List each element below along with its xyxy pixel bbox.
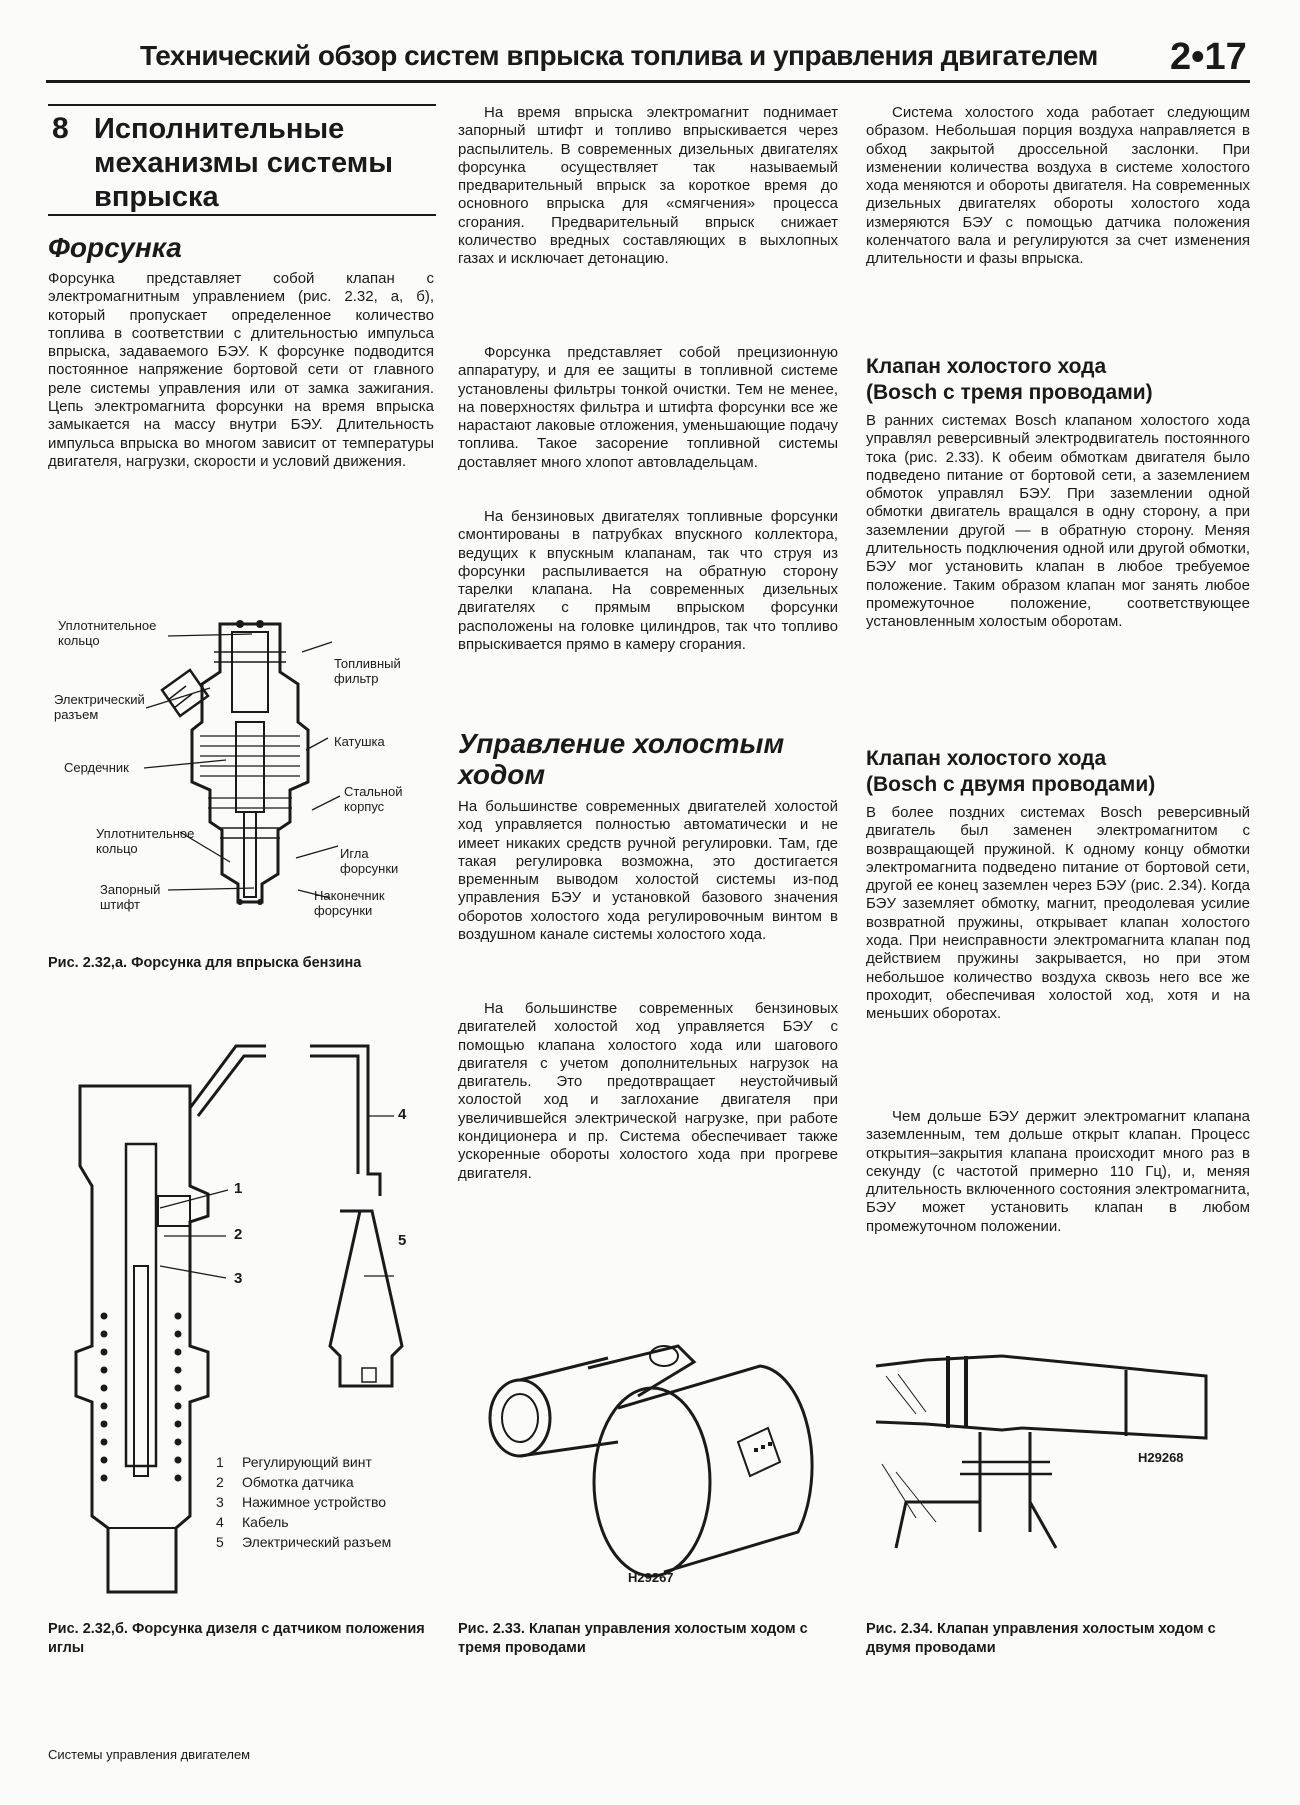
legend-item: 1 Регулирующий винт (216, 1454, 372, 1470)
label-tip: Наконечник форсунки (314, 888, 385, 918)
col3-paragraph-1: Система холостого хода работает следующим образом. Небольшая порция воздуха направляется в обход закрытой дроссельной заслонки. При изменении количества воздуха в системе холостого хода меняются и обороты двигателя. На современных дизельных двигателях обороты холостого хода измеряются БЭУ с помощью датчика положения коленчатого вала и регулируются за счет изменения длительности и фазы впрыска. (866, 104, 1250, 268)
idle-valve-3wire-drawing (468, 1322, 828, 1592)
callout-1: 1 (234, 1180, 243, 1197)
section-title: Исполнительные механизмы системы впрыска (94, 113, 394, 213)
caption-fig-2-33: Рис. 2.33. Клапан управления холостым ходом с тремя проводами (458, 1621, 808, 1656)
label-core: Сердечник (64, 760, 129, 775)
running-header-title: Технический обзор систем впрыска топлива и управления двигателем (140, 40, 1098, 71)
section-number: 8 (52, 112, 69, 145)
col3-paragraph-3: В более поздних системах Bosch реверсивный двигатель был заменен электромагнитом с возвращающей пружиной. К одному концу обмотки электромагнита подведено питание от бортовой сети, другой ее конец заземлен через БЭУ (рис. 2.34). Когда БЭУ заземляет обмотку, магнит, преодолевая усилие возвратной пружины, открывает клапан холостого хода. При неисправности электромагнита клапан под действием пружины закрывается, но при этом небольшое количество воздуха сквозь него все же проходит, обеспечивая холостой ход, хотя и на меньших оборотах. (866, 804, 1250, 1023)
caption-fig-2-34: Рис. 2.34. Клапан управления холостым ходом с двумя проводами (866, 1621, 1216, 1656)
col3-paragraph-4: Чем дольше БЭУ держит электромагнит клапана заземленным, тем дольше открыт клапан. Процесс открытия–закрытия клапана происходит много раз в секунду (с частотой примерно 110 Гц), и, меняя длительность включенного состояния электромагнита, БЭУ может установить клапан в любом промежуточном положении. (866, 1108, 1250, 1235)
idle-valve-2wire-drawing (876, 1352, 1256, 1552)
legend-item: 4 Кабель (216, 1514, 289, 1530)
injector-paragraph: Форсунка представляет собой клапан с электромагнитным управлением (рис. 2.32, а, б), который пропускает определенное количество топлива в соответствии с длительностью импульса впрыска, задаваемого БЭУ. К форсунке подводится постоянное напряжение бортовой сети от главного реле системы управления или от замка зажигания. Цепь электромагнита форсунки на время впрыска замыкается на массу внутри БЭУ. Длительность импульса впрыска во многом зависит от температуры двигателя, нагрузки, скорости и условий движения. (48, 270, 434, 470)
section-rule-top (48, 104, 436, 106)
label-lock-pin: Запорный штифт (100, 882, 161, 912)
label-seal-ring-bottom: Уплотнительное кольцо (96, 826, 195, 856)
callout-2: 2 (234, 1226, 243, 1243)
legend-item: 2 Обмотка датчика (216, 1474, 354, 1490)
col2-paragraph-3: На бензиновых двигателях топливные форсунки смонтированы в патрубках впускного коллектора, ведущих к впускным клапанам, так что струя из форсунки распыливается на обратную сторону тарелки клапана. На современных дизельных двигателях с прямым впрыском форсунки расположены на головке цилиндров, так что топливо впрыскивается прямо в камеру сгорания. (458, 508, 838, 654)
section-rule-bottom (48, 214, 436, 216)
caption-fig-2-32b: Рис. 2.32,б. Форсунка дизеля с датчиком положения иглы (48, 1621, 425, 1656)
caption-fig-2-32a: Рис. 2.32,а. Форсунка для впрыска бензина (48, 955, 362, 971)
callout-3: 3 (234, 1270, 243, 1287)
valve-2wire-heading: Клапан холостого хода (Bosch с двумя проводами) (866, 747, 1156, 796)
label-fuel-filter: Топливный фильтр (334, 656, 401, 686)
col2-paragraph-4: На большинстве современных двигателей холостой ход управляется полностью автоматически и не имеет никаких средств ручной регулировки. Там, где такая регулировка возможна, это достигается временным выводом холостой системы из-под управления БЭУ и установкой базового значения оборотов холостого хода регулировочным винтом в воздушном канале системы холостого хода. (458, 798, 838, 944)
valve-3wire-heading: Клапан холостого хода (Bosch с тремя проводами) (866, 355, 1153, 404)
injector-heading: Форсунка (48, 232, 182, 263)
idle-control-heading: Управление холостым ходом (458, 728, 785, 790)
col2-paragraph-2: Форсунка представляет собой прецизионную аппаратуру, и для ее защиты в топливной системе установлены фильтры тонкой очистки. Тем не менее, на поверхностях фильтра и штифта форсунки все же нарастают лаковые отложения, уменьшающие подачу топлива. Такое засорение топливной системы доставляет много хлопот автовладельцам. (458, 344, 838, 471)
fig-2-34-code: H29268 (1138, 1450, 1184, 1465)
callout-4: 4 (398, 1106, 407, 1123)
legend-item: 3 Нажимное устройство (216, 1494, 387, 1510)
legend-item: 5 Электрический разъем (216, 1534, 392, 1550)
callout-5: 5 (398, 1232, 407, 1249)
page-number: 2•17 (1170, 36, 1247, 78)
label-connector: Электрический разъем (54, 692, 145, 722)
col2-paragraph-5: На большинстве современных бензиновых двигателей холостой ход управляется БЭУ с помощью клапана холостого хода или шагового двигателя с учетом дополнительных нагрузок на двигатель. Это предотвращает неустойчивый холостой ход и заглохание двигателя при увеличившейся электрической нагрузке, при работе кондиционера и пр. Система обеспечивает также ускоренные обороты холостого хода при прогреве двигателя. (458, 1000, 838, 1182)
col2-paragraph-1: На время впрыска электромагнит поднимает запорный штифт и топливо впрыскивается через распылитель. В современных дизельных двигателях форсунка осуществляет так называемый предварительный впрыск за короткое время до основного впрыска для «смягчения» процесса сгорания. Предварительный впрыск снижает количество вредных составляющих в выхлопных газах и исключает детонацию. (458, 104, 838, 268)
label-needle: Игла форсунки (340, 846, 399, 876)
col3-paragraph-2: В ранних системах Bosch клапаном холостого хода управлял реверсивный электродвигатель постоянного тока (рис. 2.33). К обеим обмоткам двигателя было подведено питание от бортовой сети, а заземлением обмоток управлял БЭУ. При заземлении одной обмотки двигатель вращался в одну сторону, а при заземлении другой — в обратную сторону. Меняя длительность подключения одной или другой обмотки, БЭУ мог установить клапан в любое требуемое положение. Таким образом клапан мог занять любое промежуточное положение, соответствующее установленным холостым оборотам. (866, 412, 1250, 631)
label-coil: Катушка (334, 734, 385, 749)
header-rule (46, 80, 1250, 83)
fig-2-32b-legend (216, 1452, 446, 1552)
label-seal-ring-top: Уплотнительное кольцо (58, 618, 157, 648)
fig-2-33-code: H29267 (628, 1570, 674, 1585)
page-footer: Системы управления двигателем (48, 1747, 251, 1762)
label-steel-body: Стальной корпус (344, 784, 403, 814)
